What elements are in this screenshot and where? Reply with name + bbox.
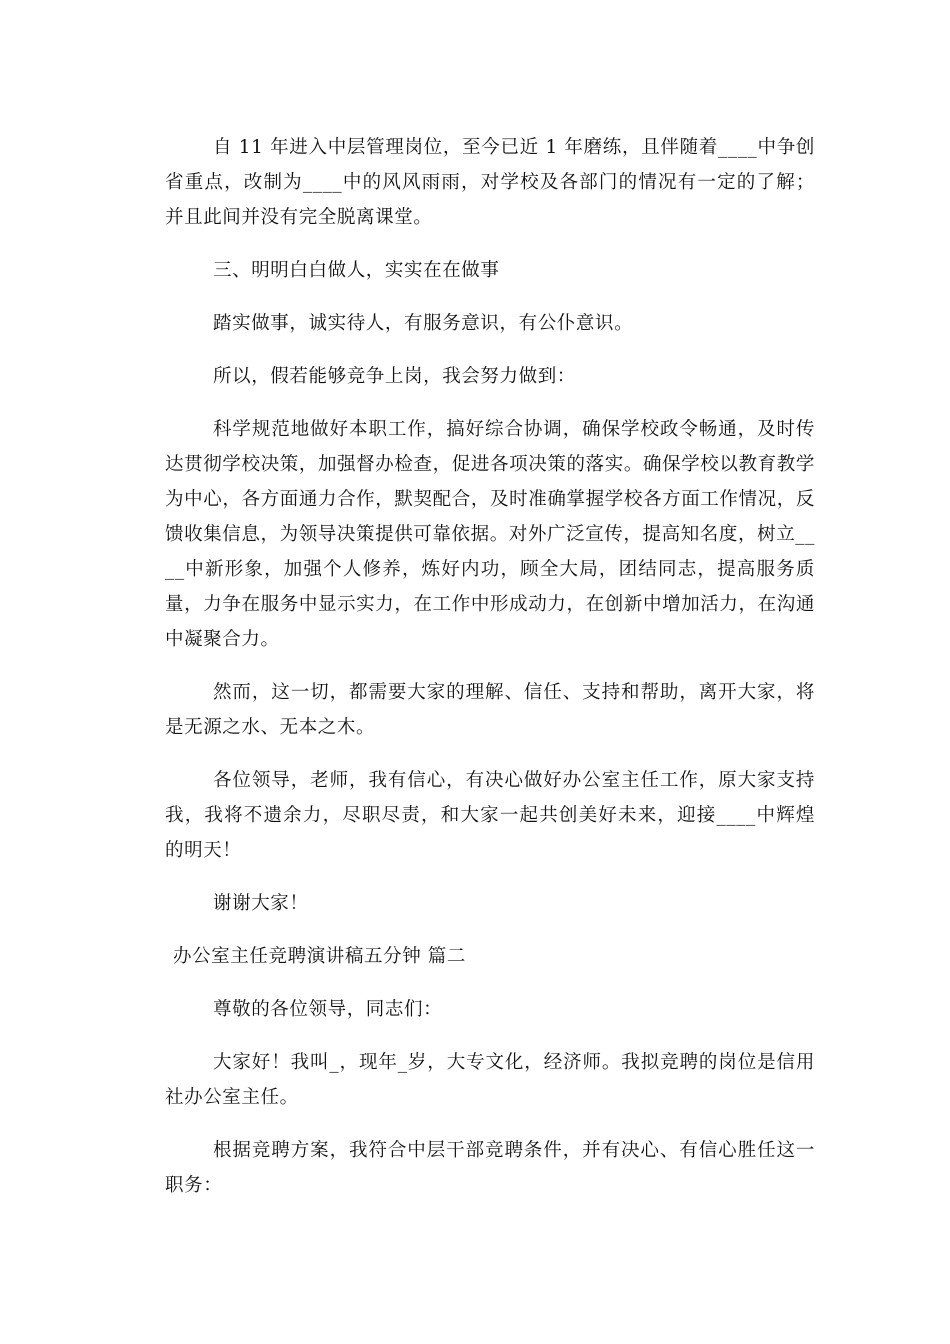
document-body	[165, 130, 815, 1203]
paragraph-section-three-heading: 三、明明白白做人，实实在在做事	[213, 260, 500, 281]
paragraph-commitment-details: 科学规范地做好本职工作，搞好综合协调，确保学校政令畅通，及时传达贯彻学校决策，加强督办检查，促进各项决策的落实。确保学校以教育教学为中心，各方面通力合作，默契配合，及时准确掌握学校各方面工作情况，反馈收集信息，为领导决策提供可靠依据。对外广泛宣传，提高知名度，树立____中新形象，加强个人修养，炼好内功，顾全大局，团结同志，提高服务质量，力争在服务中显示实力，在工作中形成动力，在创新中增加活力，在沟通中凝聚合力。	[165, 419, 816, 650]
article-two-title: 办公室主任竞聘演讲稿五分钟 篇二	[173, 946, 466, 967]
paragraph-commitment-intro: 所以，假若能够竞争上岗，我会努力做到：	[213, 366, 576, 387]
paragraph-thanks: 谢谢大家！	[213, 893, 309, 914]
paragraph-greeting: 尊敬的各位领导，同志们：	[213, 999, 443, 1020]
paragraph-self-intro: 大家好！我叫_，现年_岁，大专文化，经济师。我拟竞聘的岗位是信用社办公室主任。	[165, 1052, 815, 1108]
paragraph-confidence: 各位领导，老师，我有信心，有决心做好办公室主任工作，原大家支持我，我将不遗余力，尽职尽责，和大家一起共创美好未来，迎接____中辉煌的明天！	[165, 770, 815, 861]
paragraph-qualification: 根据竞聘方案，我符合中层干部竞聘条件，并有决心、有信心胜任这一职务：	[165, 1140, 815, 1196]
paragraph-need-support: 然而，这一切，都需要大家的理解、信任、支持和帮助，离开大家，将是无源之水、无本之木。	[165, 682, 815, 738]
paragraph-work-attitude: 踏实做事，诚实待人，有服务意识，有公仆意识。	[213, 313, 634, 334]
paragraph-experience: 自 11 年进入中层管理岗位，至今已近 1 年磨练，且伴随着____中争创省重点，改制为____中的风风雨雨，对学校及各部门的情况有一定的了解；并且此间并没有完全脱离课堂。	[165, 137, 815, 228]
